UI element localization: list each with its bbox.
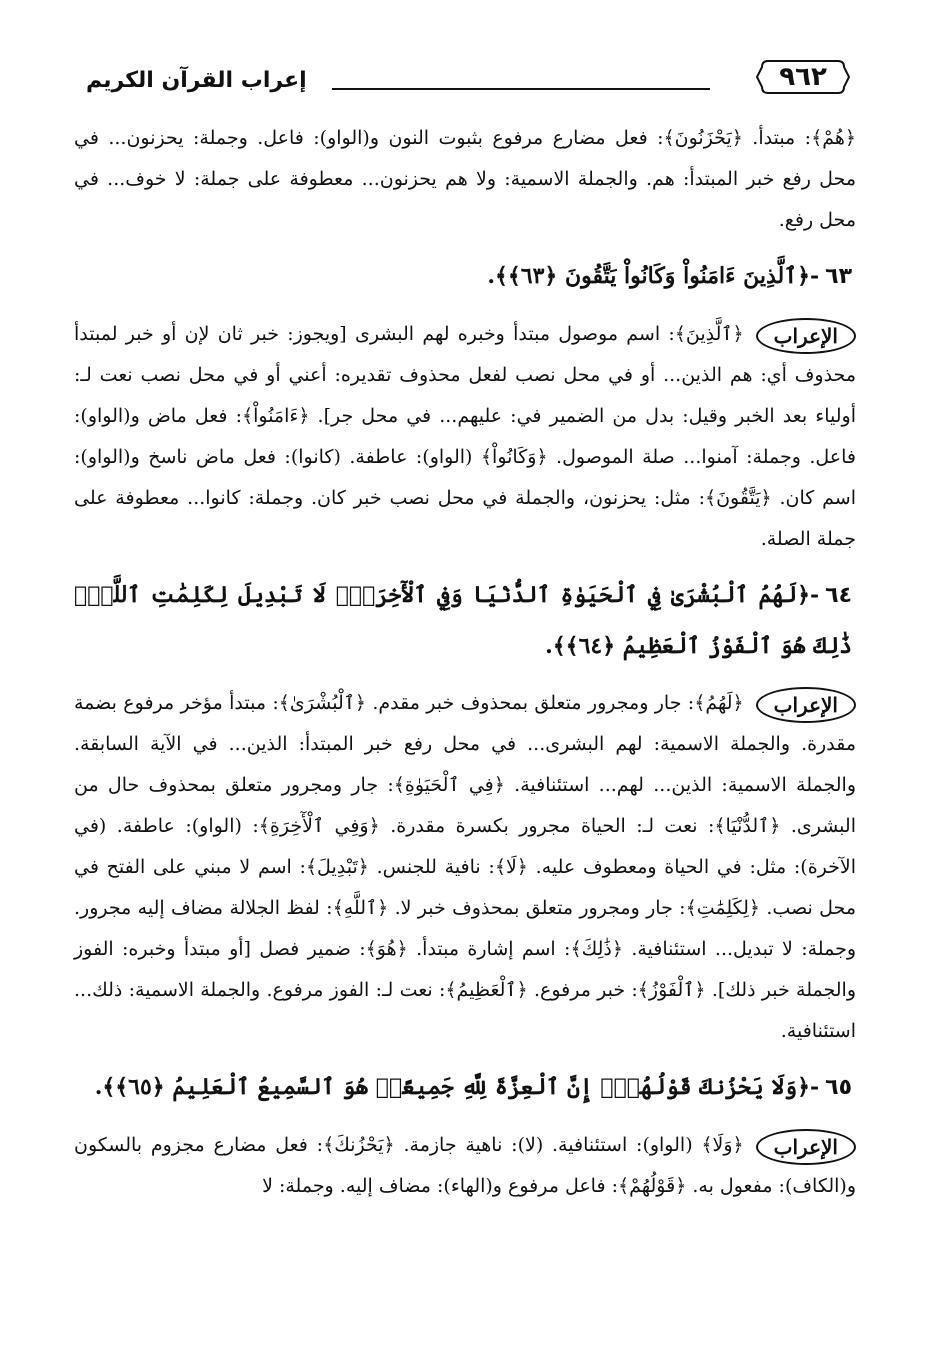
header-divider	[332, 88, 710, 90]
irab-explanation: ﴿لَهُمُ﴾: جار ومجرور متعلق بمحذوف خبر مقدم. ﴿ٱلْبُشْرَىٰ﴾: مبتدأ مؤخر مرفوع بضمة مقدرة. والجملة الاسمية: لهم البشرى... في محل رفع خبر المبتدأ: الذين... في الآية السابقة. والجملة الاسمية: الذين... لهم... استئنافية. ﴿فِي ٱلْحَيَوٰةِ﴾: جار ومجرور متعلق بمحذوف حال من البشرى. ﴿ٱلدُّنْيَا﴾: نعت لـ: الحياة مجرور بكسرة مقدرة. ﴿وَفِي ٱلْأٓخِرَةِ﴾: (الواو): عاطفة. (في الآخرة): مثل: في الحياة ومعطوف عليه. ﴿لَا﴾: نافية للجنس. ﴿تَبْدِيلَ﴾: اسم لا مبني على الفتح في محل نصب. ﴿لِكَلِمَٰتِ﴾: جار ومجرور متعلق بمحذوف خبر لا. ﴿ٱللَّهِ﴾: لفظ الجلالة مضاف إليه مجرور. وجملة: لا تبديل... استئنافية. ﴿ذَٰلِكَ﴾: اسم إشارة مبتدأ. ﴿هُوَ﴾: ضمير فصل [أو مبتدأ وخبره: الفوز والجملة خبر ذلك]. ﴿ٱلْفَوْزُ﴾: خبر مرفوع. ﴿ٱلْعَظِيمُ﴾: نعت لـ: الفوز مرفوع. والجملة الاسمية: ذلك... استئنافية.	[74, 692, 856, 1042]
verse-text: -﴿ٱلَّذِينَ ءَامَنُواْ وَكَانُواْ يَتَّقُونَ ﴿٦٣﴾﴾.	[487, 263, 820, 289]
page-number: ٩٦٢	[779, 62, 827, 92]
verse-64	[74, 570, 856, 671]
verse-text: -﴿لَهُمُ ٱلْبُشْرَىٰ فِي ٱلْحَيَوٰةِ ٱلدُّنْيَا وَفِي ٱلْأٓخِرَةِۚ لَا تَبْدِيلَ لِكَلِمَٰتِ ٱللَّهِۚ ذَٰلِكَ هُوَ ٱلْفَوْزُ ٱلْعَظِيمُ ﴿٦٤﴾﴾.	[74, 582, 852, 659]
verse-number: ٦٥	[825, 1075, 852, 1100]
verse-text: -﴿وَلَا يَحْزُنكَ قَوْلُهُمْۘ إِنَّ ٱلْعِزَّةَ لِلَّهِ جَمِيعًاۚ هُوَ ٱلسَّمِيعُ ٱلْعَلِيمُ ﴿٦٥﴾﴾.	[94, 1074, 820, 1100]
irab-label: الإعراب	[756, 318, 856, 354]
verse-65	[74, 1062, 856, 1113]
verse-number: ٦٤	[825, 583, 853, 608]
page-number-badge	[756, 58, 850, 96]
irab-block-63	[74, 314, 856, 560]
page-header	[80, 58, 850, 102]
irab-block-64	[74, 683, 856, 1052]
book-title: إعراب القرآن الكريم	[86, 68, 307, 93]
verse-63	[74, 251, 856, 302]
verse-number: ٦٣	[825, 264, 852, 289]
irab-explanation: ﴿وَلَا﴾ (الواو): استئنافية. (لا): ناهية جازمة. ﴿يَحْزُنكَ﴾: فعل مضارع مجزوم بالسكون و(الكاف): مفعول به. ﴿قَوْلُهُمْ﴾: فاعل مرفوع و(الهاء): مضاف إليه. وجملة: لا	[74, 1134, 856, 1197]
irab-explanation: ﴿ٱلَّذِينَ﴾: اسم موصول مبتدأ وخبره لهم البشرى [ويجوز: خبر ثان لإن أو خبر لمبتدأ محذوف أي: هم الذين... أو في محل نصب لفعل محذوف تقديره: أعني أو في محل نصب نعت لـ: أولياء بعد الخبر وقيل: بدل من الضمير في: عليهم... في محل جر]. ﴿ءَامَنُواْ﴾: فعل ماض و(الواو): فاعل. وجملة: آمنوا... صلة الموصول. ﴿وَكَانُواْ﴾ (الواو): عاطفة. (كانوا): فعل ماض ناسخ و(الواو): اسم كان. ﴿يَتَّقُونَ﴾: مثل: يحزنون، والجملة في محل نصب خبر كان. وجملة: كانوا... معطوفة على جملة الصلة.	[74, 323, 856, 550]
irab-label: الإعراب	[756, 687, 856, 723]
page-content	[74, 118, 856, 1215]
irab-block-65	[74, 1125, 856, 1207]
irab-label: الإعراب	[756, 1129, 856, 1165]
intro-paragraph: ﴿هُمْ﴾: مبتدأ. ﴿يَحْزَنُونَ﴾: فعل مضارع مرفوع بثبوت النون و(الواو): فاعل. وجملة: يحزنون... في محل رفع خبر المبتدأ: هم. والجملة الاسمية: ولا هم يحزنون... معطوفة على جملة: لا خوف... في محل رفع.	[74, 127, 856, 231]
